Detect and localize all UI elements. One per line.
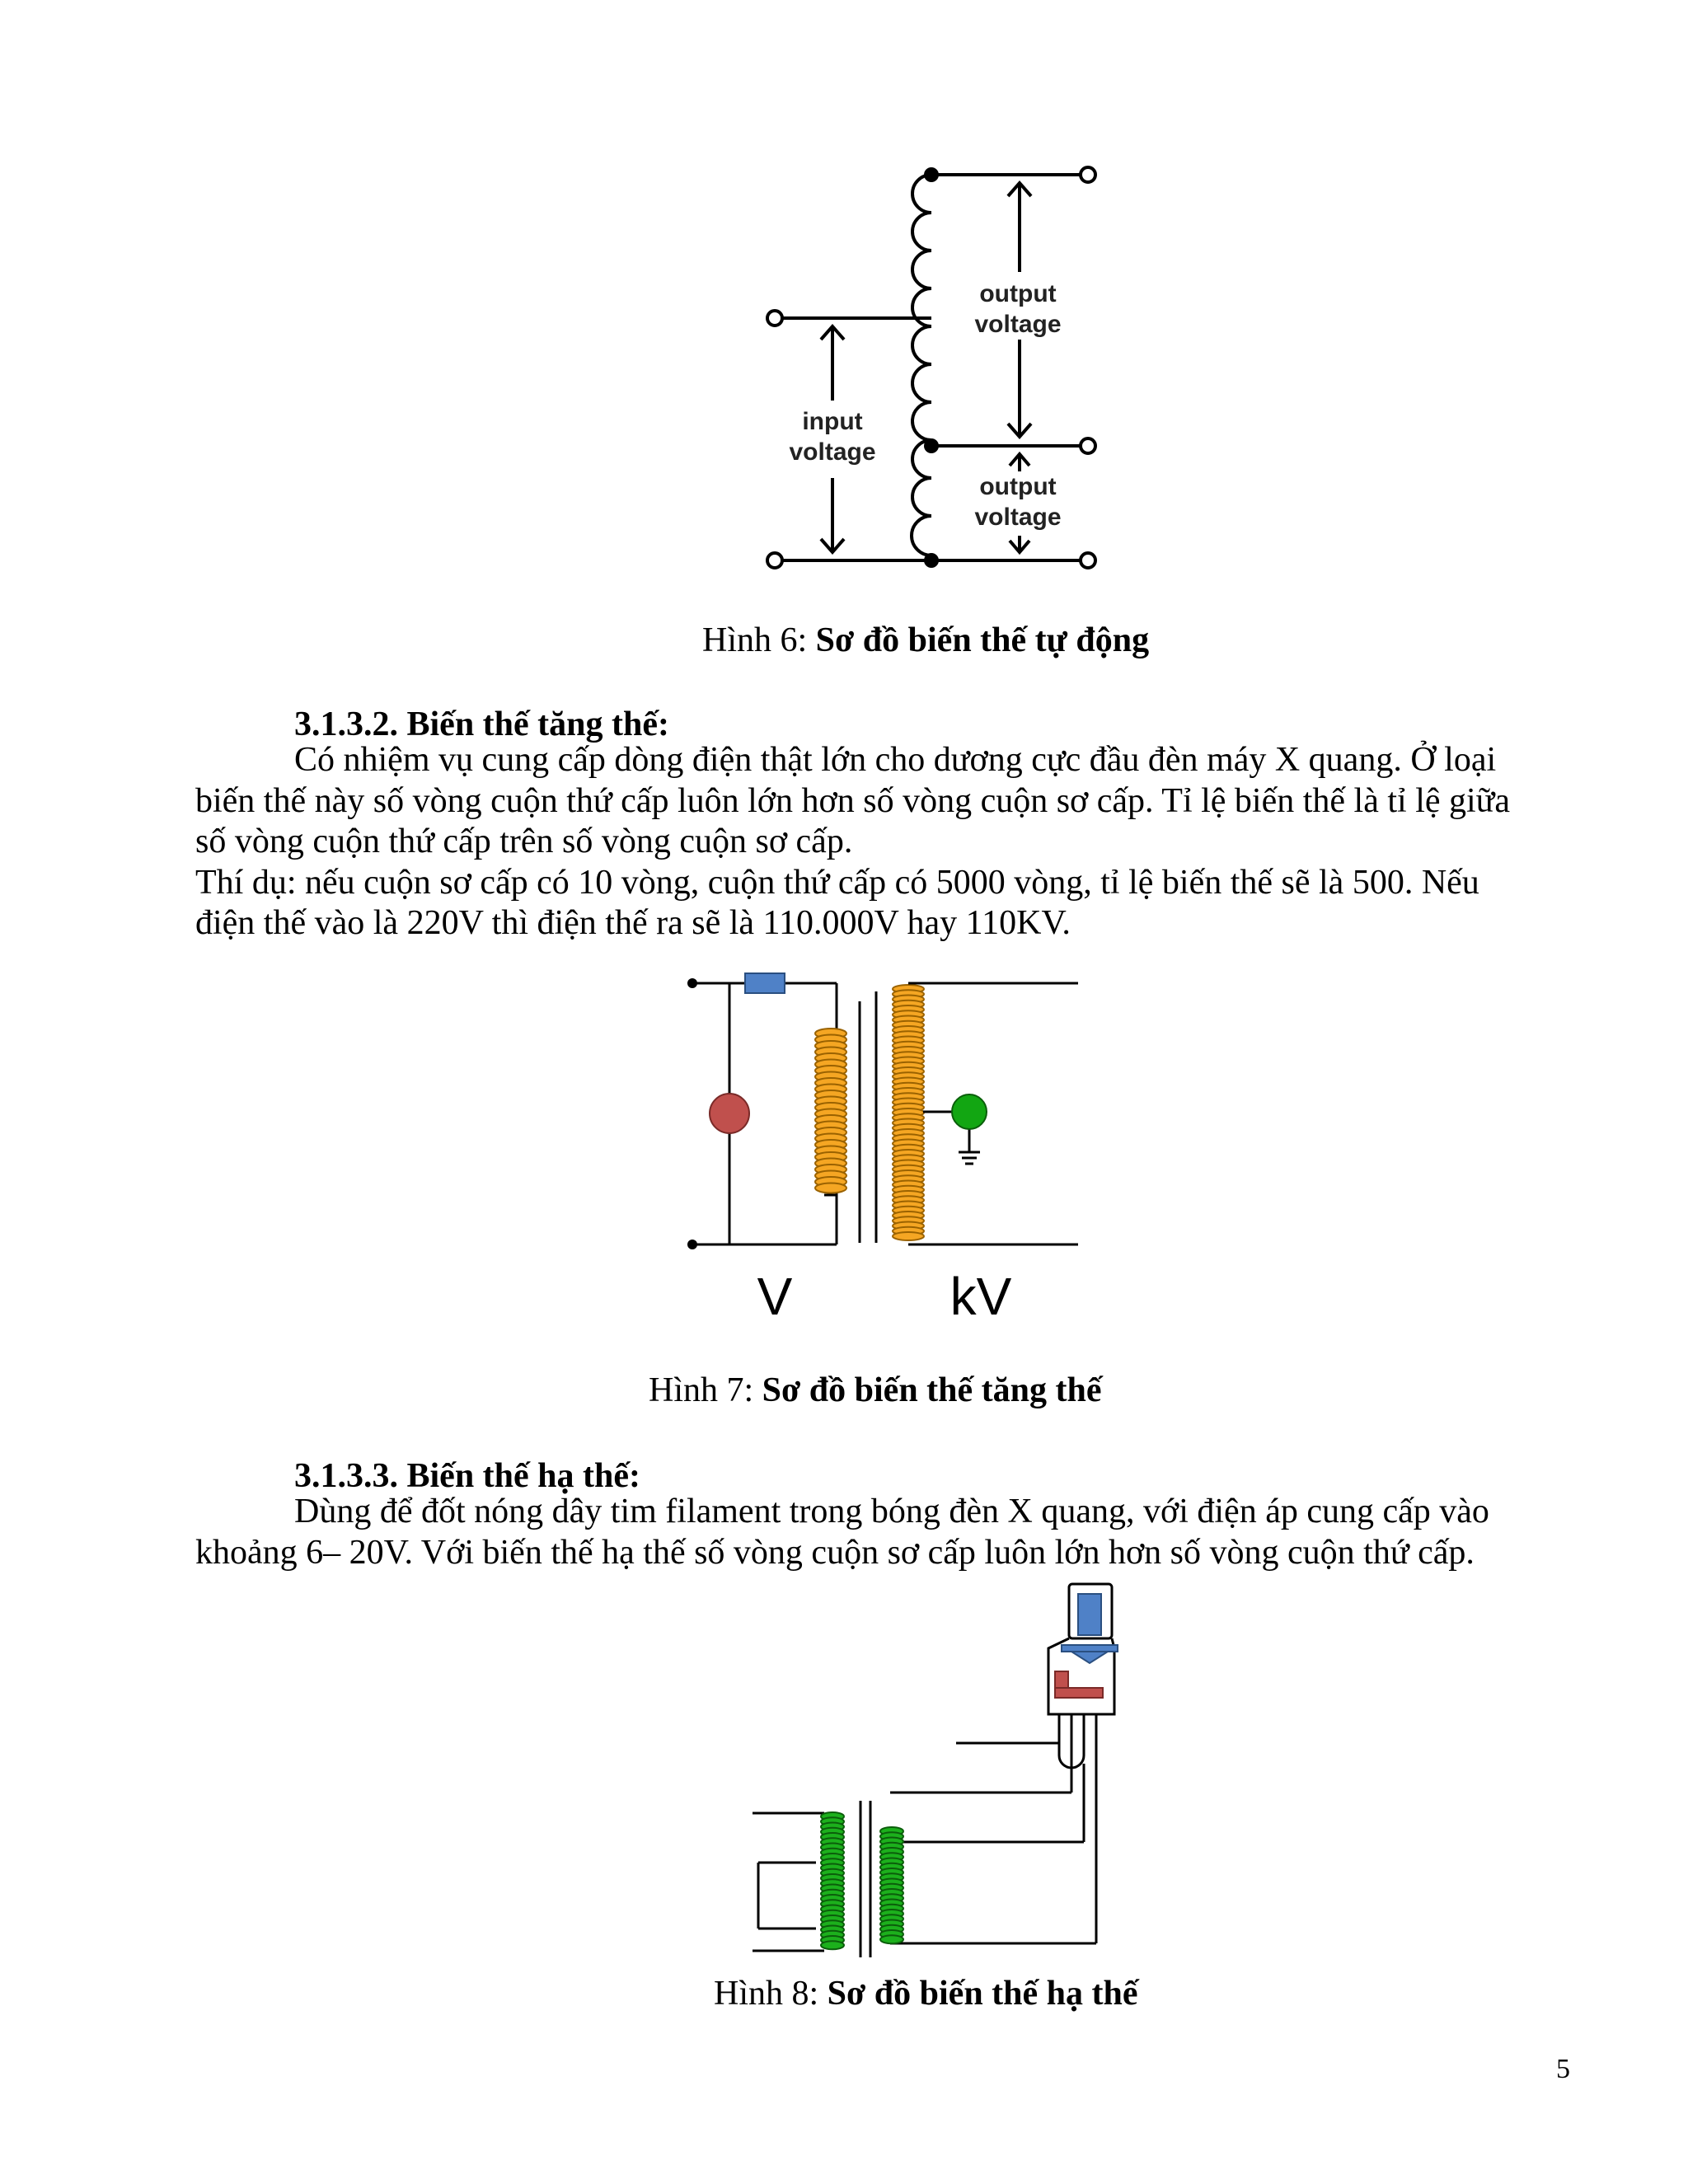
bottom-junction-dot (924, 553, 939, 568)
paragraph-line: biến thế này số vòng cuộn thứ cấp luôn lớn hơn số vòng cuộn sơ cấp. Tỉ lệ biến thế là tỉ lệ giữa (195, 781, 1511, 820)
paragraph-line: Có nhiệm vụ cung cấp dòng điện thật lớn cho dương cực đầu đèn máy X quang. Ở loại (294, 741, 1497, 779)
figure-7-step-up-transformer-diagram (676, 960, 1088, 1323)
figure-7-caption-title: Sơ đồ biến thế tăng thế (762, 1371, 1102, 1409)
figure-6-caption (702, 623, 1149, 658)
center-tap-indicator (952, 1094, 987, 1129)
figure-7-caption (649, 1373, 1102, 1408)
bottom-right-terminal (1081, 553, 1095, 568)
paragraph-line: Dùng để đốt nóng dây tim filament trong bóng đèn X quang, với điện áp cung cấp vào (294, 1493, 1489, 1530)
paragraph-line: số vòng cuộn thứ cấp trên số vòng cuộn sơ cấp. (195, 823, 853, 861)
input-terminal (767, 311, 782, 326)
figure-8-caption-prefix: Hình 8: (714, 1975, 828, 2013)
cathode (1055, 1671, 1103, 1698)
ac-source (710, 1094, 749, 1133)
output-voltage-bottom-label-1: output (979, 473, 1057, 500)
output-voltage-top-label-1: output (979, 280, 1057, 307)
primary-terminal-top (687, 978, 697, 988)
autotransformer-coil (912, 175, 931, 555)
paragraph-line: khoảng 6– 20V. Với biến thế hạ thế số vòng cuộn sơ cấp luôn lớn hơn số vòng cuộn thứ cấp. (195, 1533, 1475, 1572)
top-output-voltage-arrow (1008, 183, 1031, 437)
figure-8-caption (714, 1976, 1138, 2011)
primary-coil (821, 1812, 844, 1949)
top-junction-dot (924, 167, 939, 182)
figure-6-autotransformer-diagram (742, 157, 1121, 585)
section-3133-paragraph (195, 1492, 1564, 1573)
anode-target (1071, 1652, 1108, 1663)
output-voltage-top-label-2: voltage (974, 311, 1062, 338)
paragraph-line: Thí dụ: nếu cuộn sơ cấp có 10 vòng, cuộn thứ cấp có 5000 vòng, tỉ lệ biến thế sẽ là 500. Nếu (195, 863, 1479, 902)
input-voltage-label-1: input (802, 408, 863, 435)
middle-output-terminal (1081, 438, 1095, 453)
coil-turn (821, 1941, 844, 1949)
section-3132-heading: 3.1.3.2. Biến thế tăng thế: (294, 705, 669, 743)
coil-turn (880, 1935, 903, 1943)
figure-7-caption-prefix: Hình 7: (649, 1371, 762, 1409)
input-voltage-label-2: voltage (789, 438, 876, 466)
resistor (745, 973, 785, 993)
secondary-coil (893, 985, 924, 1240)
section-3133-heading: 3.1.3.3. Biến thế hạ thế: (294, 1457, 640, 1495)
figure-8-step-down-transformer-diagram (742, 1578, 1121, 1957)
figure-8-caption-title: Sơ đồ biến thế hạ thế (827, 1975, 1138, 2013)
anode-plate (1062, 1645, 1118, 1652)
top-output-terminal (1081, 167, 1095, 182)
bottom-left-terminal (767, 553, 782, 568)
coil-turn (815, 1183, 846, 1193)
middle-junction-dot (924, 438, 939, 453)
secondary-coil (880, 1827, 903, 1943)
output-voltage-bottom-label-2: voltage (974, 504, 1062, 531)
anode (1078, 1594, 1101, 1635)
coil-turn (893, 1232, 924, 1240)
voltage-label-kv: kV (950, 1267, 1012, 1323)
primary-coil (815, 1029, 846, 1193)
primary-terminal-bottom (687, 1240, 697, 1249)
section-3132-paragraph (195, 740, 1564, 944)
figure-6-caption-prefix: Hình 6: (702, 621, 816, 659)
paragraph-line: điện thế vào là 220V thì điện thế ra sẽ là 110.000V hay 110KV. (195, 904, 1071, 943)
figure-6-caption-title: Sơ đồ biến thế tự động (815, 621, 1150, 659)
voltage-label-v: V (757, 1267, 793, 1323)
page-number: 5 (1556, 2054, 1570, 2084)
